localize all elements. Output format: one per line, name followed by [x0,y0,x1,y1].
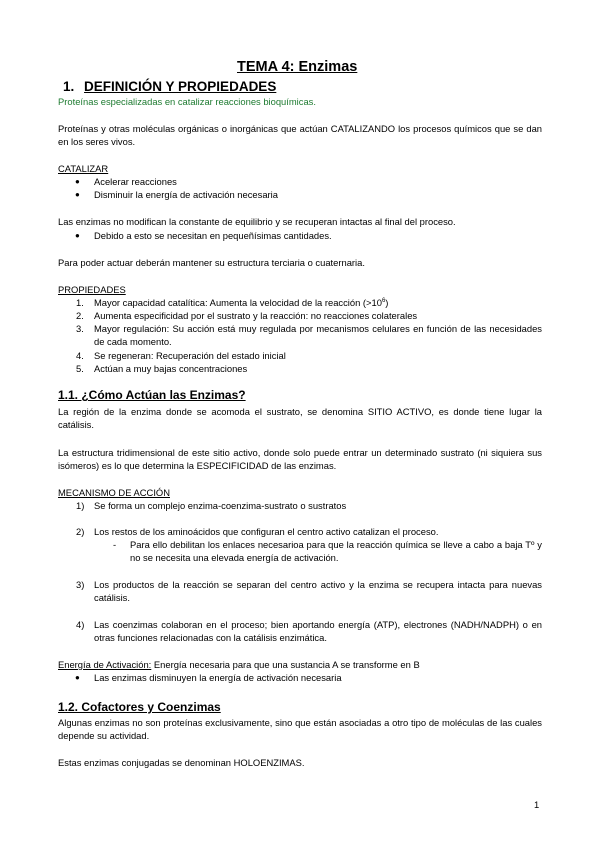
paragraph-specificity: La estructura tridimensional de este sitio activo, donde solo puede entrar un determinado sustrato (ni siquiera sus isómeros) es lo que determina la ESPECIFICIDAD de las enzimas. [58,447,542,471]
paragraph-active-site: La región de la enzima donde se acomoda el sustrato, se denomina SITIO ACTIVO, es donde tiene lugar la catálisis. [58,406,542,430]
paragraph-cofactors: Algunas enzimas no son proteínas exclusivamente, sino que están asociadas a otro tipo de moléculas de las cuales depende su actividad. [58,717,542,741]
list-number: 3. [76,323,84,334]
mecanismo-heading: MECANISMO DE ACCIÓN [58,487,170,498]
section-1-subtitle: Proteínas especializadas en catalizar reacciones bioquímicas. [58,96,316,107]
page-title: TEMA 4: Enzimas [237,59,358,75]
list-number: 4. [76,350,84,361]
list-number: 2. [76,310,84,321]
catalizar-heading: CATALIZAR [58,163,109,174]
bullet-dot: ● [75,190,80,199]
activation-energy-line: Energía de Activación: Energía necesaria para que una sustancia A se transforme en B [58,659,420,670]
mecanismo-step-2: Los restos de los aminoácidos que configuran el centro activo catalizan el proceso. [94,526,439,537]
paragraph-holoenzimas: Estas enzimas conjugadas se denominan HOLOENZIMAS. [58,757,305,768]
list-number: 1) [76,500,85,511]
paragraph-structure: Para poder actuar deberán mantener su estructura terciaria o cuaternaria. [58,257,365,268]
propiedad-item-4: Se regeneran: Recuperación del estado inicial [94,350,286,361]
mecanismo-step-2-sub: Para ello debilitan los enlaces necesarioa para que la reacción química se lleve a cabo a baja Tº y no se necesita una elevada energía de activación. [130,539,542,563]
catalizar-item-2: Disminuir la energía de activación necesaria [94,189,278,200]
list-number: 2) [76,526,85,537]
section-1-heading: 1. DEFINICIÓN Y PROPIEDADES [63,79,277,94]
page-number: 1 [534,799,540,810]
bullet-dot: ● [75,177,80,186]
list-number: 4) [76,619,85,630]
activation-bullet: Las enzimas disminuyen la energía de activación necesaria [94,672,342,683]
paragraph-definition: Proteínas y otras moléculas orgánicas o inorgánicas que actúan CATALIZANDO los procesos químicos que se dan en los seres vivos. [58,123,542,147]
bullet-dot: ● [75,673,80,682]
equilibrium-bullet: Debido a esto se necesitan en pequeñísimas cantidades. [94,230,332,241]
list-number: 3) [76,579,85,590]
bullet-dot: ● [75,231,80,240]
dash-marker: - [113,539,117,550]
section-1-1-heading: 1.1. ¿Cómo Actúan las Enzimas? [58,388,246,402]
list-number: 1. [76,297,84,308]
paragraph-equilibrium: Las enzimas no modifican la constante de equilibrio y se recuperan intactas al final del proceso. [58,216,456,227]
propiedad-item-1: Mayor capacidad catalítica: Aumenta la velocidad de la reacción $(>10^6)$ [94,297,389,308]
propiedad-item-5: Actúan a muy bajas concentraciones [94,363,248,374]
propiedad-item-2: Aumenta especificidad por el sustrato y la reacción: no reacciones colaterales [94,310,418,321]
mecanismo-step-4: Las coenzimas colaboran en el proceso; bien aportando energía (ATP), electrones (NADH/NADPH) o en otras funciones relacionadas con la catálisis enzimática. [94,619,542,643]
list-number: 5. [76,363,84,374]
mecanismo-step-3: Los productos de la reacción se separan del centro activo y la enzima se recupera intacta para nuevas catálisis. [94,579,542,603]
propiedad-item-3: Mayor regulación: Su acción está muy regulada por mecanismos celulares en función de las necesidades de cada momento. [94,323,542,347]
propiedades-heading: PROPIEDADES [58,284,126,295]
section-1-2-heading: 1.2. Cofactores y Coenzimas [58,700,221,714]
mecanismo-step-1: Se forma un complejo enzima-coenzima-sustrato o sustratos [94,500,347,511]
catalizar-item-1: Acelerar reacciones [94,176,177,187]
